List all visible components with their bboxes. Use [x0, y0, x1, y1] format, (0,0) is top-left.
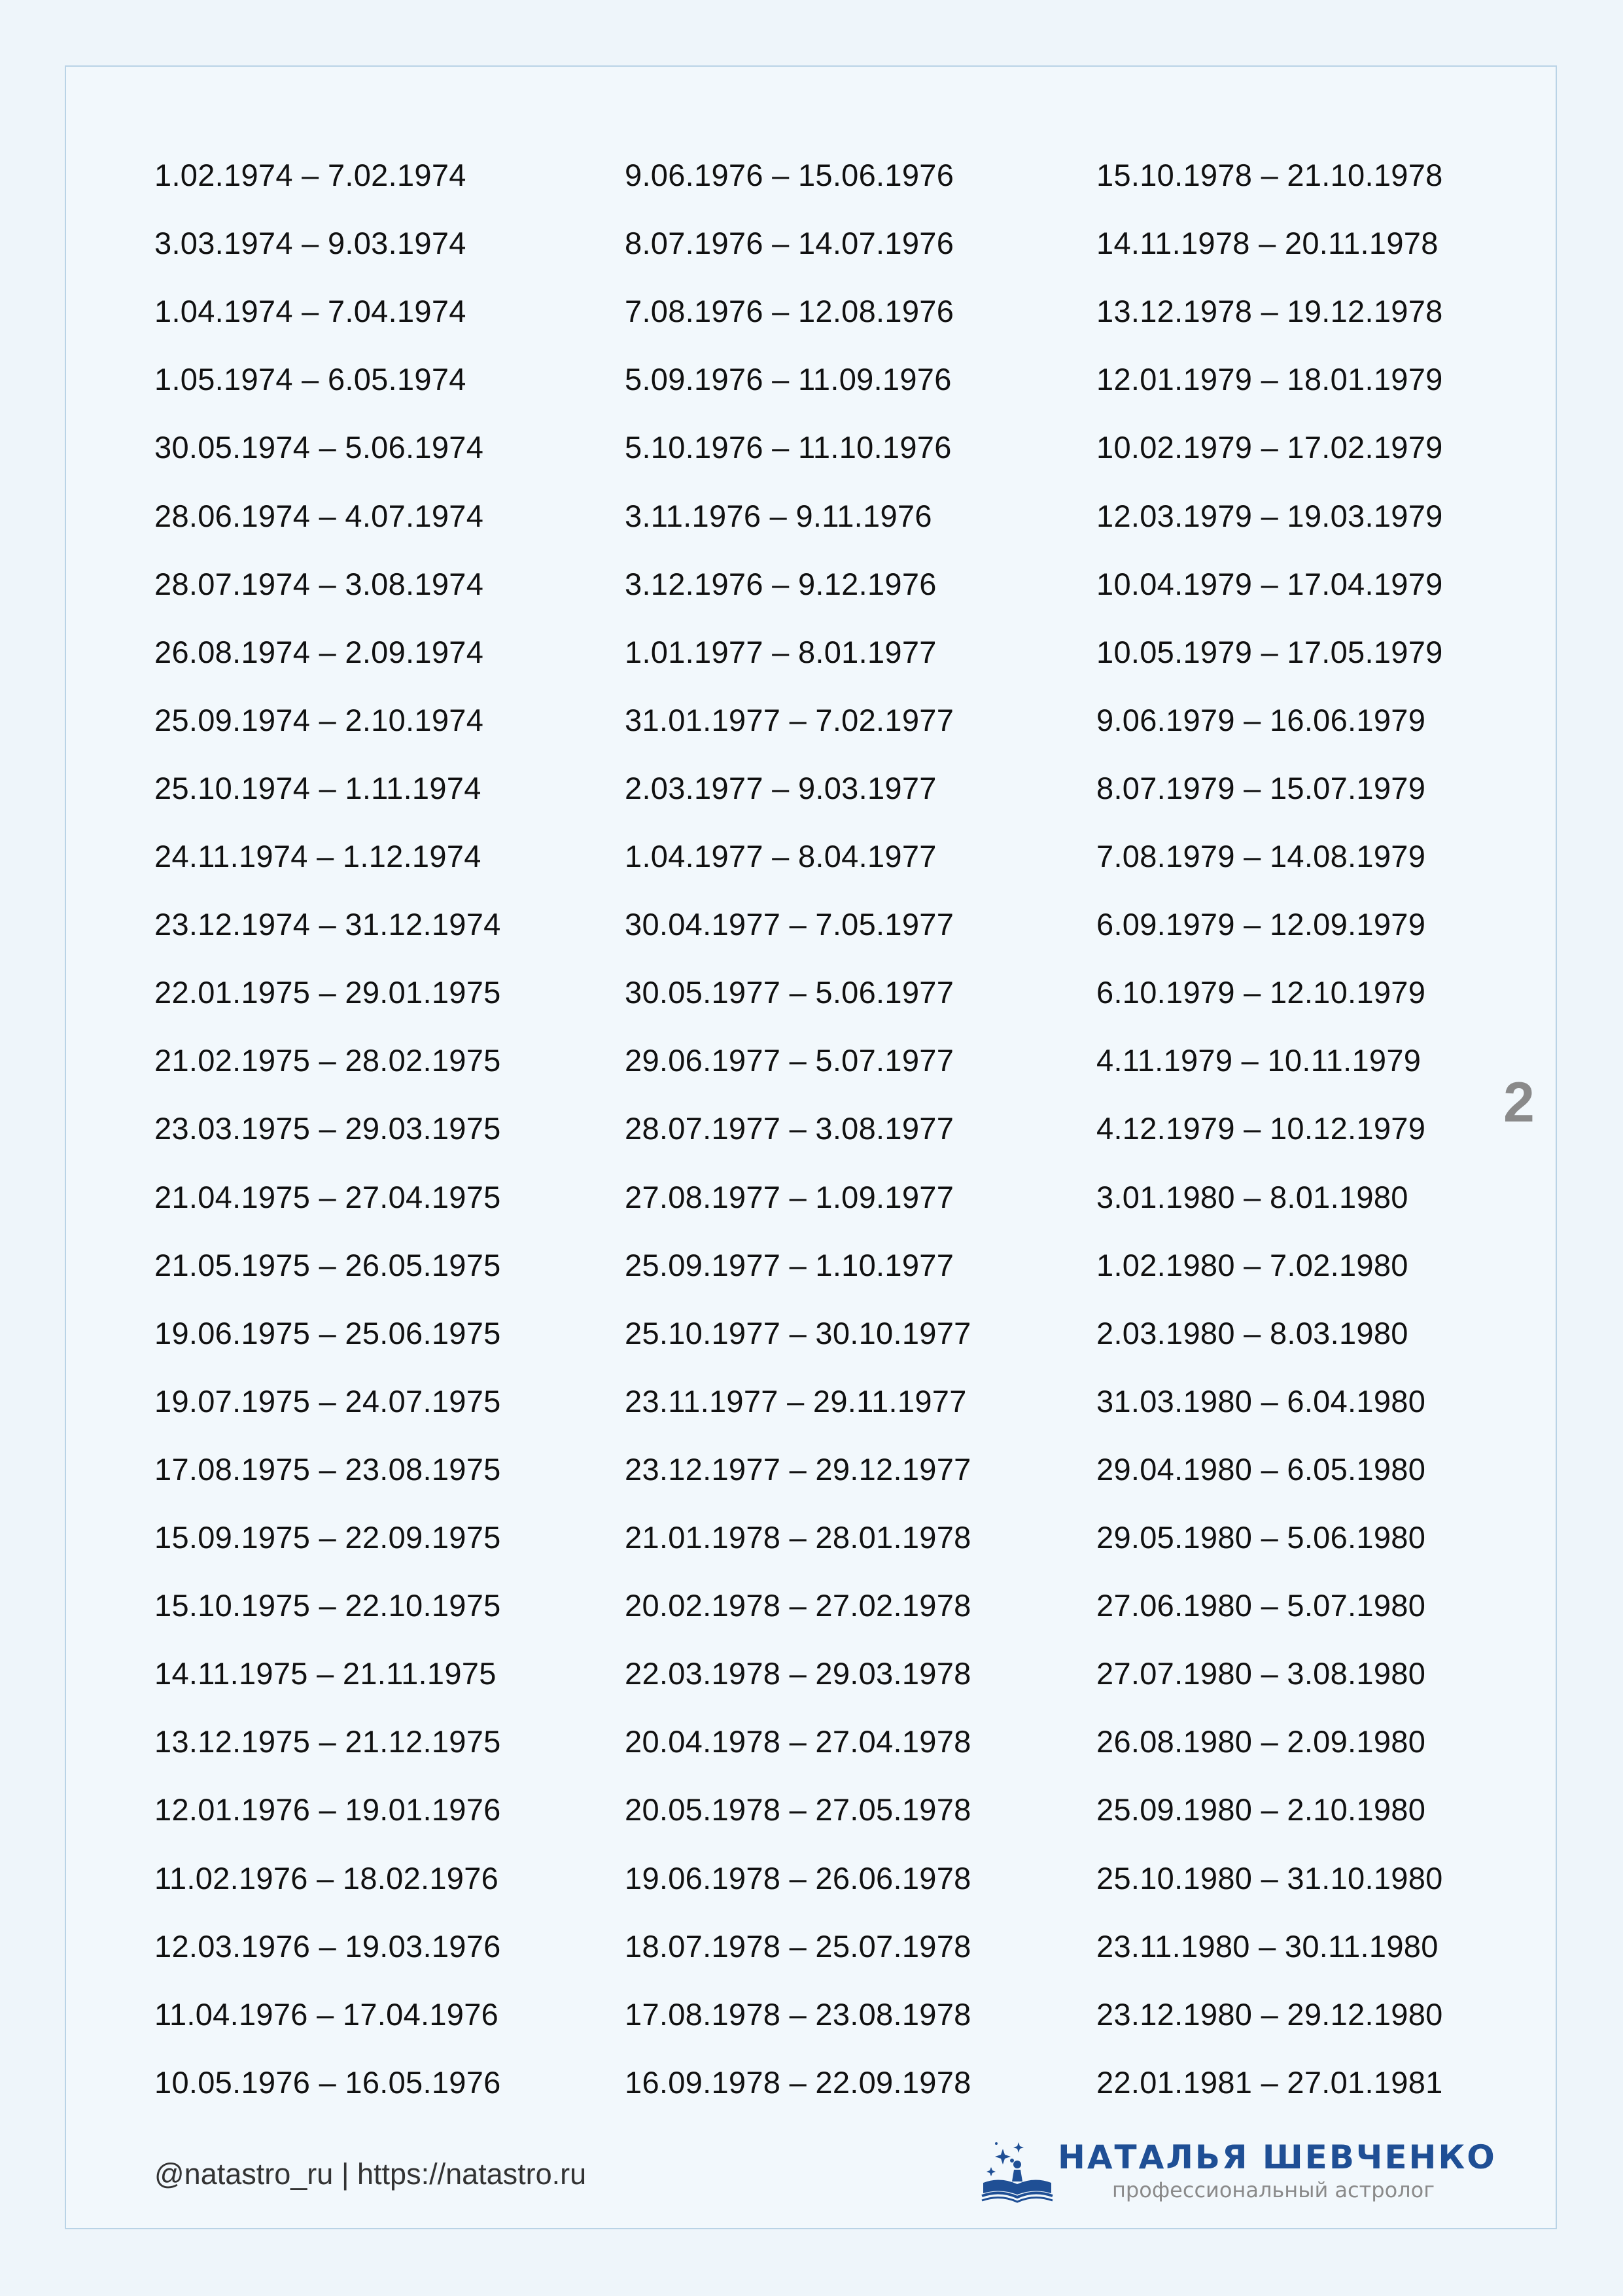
date-range-row: 3.12.1976 – 9.12.1976 [625, 566, 937, 601]
date-range-row: 10.04.1979 – 17.04.1979 [1096, 566, 1443, 601]
date-range-row: 10.05.1976 – 16.05.1976 [154, 2064, 501, 2100]
date-range-row: 20.02.1978 – 27.02.1978 [625, 1588, 971, 1623]
date-range-row: 20.05.1978 – 27.05.1978 [625, 1792, 971, 1828]
date-range-row: 21.02.1975 – 28.02.1975 [154, 1043, 501, 1078]
date-range-row: 21.04.1975 – 27.04.1975 [154, 1179, 501, 1214]
date-range-row: 26.08.1974 – 2.09.1974 [154, 634, 484, 669]
date-range-row: 9.06.1979 – 16.06.1979 [1096, 702, 1426, 737]
date-range-row: 23.11.1977 – 29.11.1977 [625, 1383, 967, 1419]
date-range-row: 23.12.1980 – 29.12.1980 [1096, 1996, 1443, 2032]
date-range-row: 22.01.1981 – 27.01.1981 [1096, 2064, 1443, 2100]
date-range-row: 25.09.1974 – 2.10.1974 [154, 702, 484, 737]
date-range-row: 23.12.1974 – 31.12.1974 [154, 907, 501, 942]
date-range-row: 11.02.1976 – 18.02.1976 [154, 1860, 499, 1896]
date-range-row: 1.05.1974 – 6.05.1974 [154, 362, 466, 397]
date-range-row: 4.11.1979 – 10.11.1979 [1096, 1043, 1422, 1078]
date-range-row: 1.04.1974 – 7.04.1974 [154, 294, 466, 329]
date-range-row: 10.02.1979 – 17.02.1979 [1096, 430, 1443, 465]
date-range-row: 31.01.1977 – 7.02.1977 [625, 702, 954, 737]
date-range-row: 21.01.1978 – 28.01.1978 [625, 1520, 971, 1555]
date-range-row: 13.12.1978 – 19.12.1978 [1096, 294, 1443, 329]
date-range-row: 30.05.1977 – 5.06.1977 [625, 975, 954, 1010]
date-range-row: 3.01.1980 – 8.01.1980 [1096, 1179, 1408, 1214]
date-range-row: 1.01.1977 – 8.01.1977 [625, 634, 937, 669]
date-range-row: 11.04.1976 – 17.04.1976 [154, 1996, 499, 2032]
date-range-row: 23.11.1980 – 30.11.1980 [1096, 1928, 1439, 1964]
date-range-row: 7.08.1979 – 14.08.1979 [1096, 839, 1426, 874]
date-range-row: 12.01.1979 – 18.01.1979 [1096, 362, 1443, 397]
date-range-row: 15.10.1978 – 21.10.1978 [1096, 158, 1443, 192]
date-range-row: 26.08.1980 – 2.09.1980 [1096, 1724, 1426, 1759]
date-range-row: 25.10.1980 – 31.10.1980 [1096, 1860, 1443, 1896]
date-range-row: 31.03.1980 – 6.04.1980 [1096, 1383, 1426, 1419]
date-range-row: 13.12.1975 – 21.12.1975 [154, 1724, 501, 1759]
date-range-row: 1.02.1974 – 7.02.1974 [154, 158, 466, 192]
date-range-row: 8.07.1979 – 15.07.1979 [1096, 770, 1426, 805]
date-range-row: 30.05.1974 – 5.06.1974 [154, 430, 484, 465]
date-range-row: 25.09.1977 – 1.10.1977 [625, 1247, 954, 1282]
open-book-icon [978, 2134, 1056, 2206]
date-range-row: 6.10.1979 – 12.10.1979 [1096, 975, 1426, 1010]
date-range-row: 5.09.1976 – 11.09.1976 [625, 362, 952, 397]
date-range-row: 29.04.1980 – 6.05.1980 [1096, 1451, 1426, 1487]
date-range-row: 1.04.1977 – 8.04.1977 [625, 839, 937, 874]
date-range-row: 3.11.1976 – 9.11.1976 [625, 498, 932, 533]
date-range-row: 19.06.1975 – 25.06.1975 [154, 1315, 501, 1351]
date-range-row: 19.06.1978 – 26.06.1978 [625, 1860, 971, 1896]
date-range-row: 17.08.1978 – 23.08.1978 [625, 1996, 971, 2032]
date-range-row: 2.03.1977 – 9.03.1977 [625, 770, 937, 805]
page-number: 2 [1503, 1071, 1535, 1134]
date-range-row: 28.07.1977 – 3.08.1977 [625, 1111, 954, 1146]
date-range-row: 21.05.1975 – 26.05.1975 [154, 1247, 501, 1282]
date-range-row: 15.09.1975 – 22.09.1975 [154, 1520, 501, 1555]
date-range-row: 19.07.1975 – 24.07.1975 [154, 1383, 501, 1419]
date-range-row: 27.07.1980 – 3.08.1980 [1096, 1656, 1426, 1691]
date-range-row: 15.10.1975 – 22.10.1975 [154, 1588, 501, 1623]
date-range-row: 20.04.1978 – 27.04.1978 [625, 1724, 971, 1759]
date-range-row: 28.06.1974 – 4.07.1974 [154, 498, 484, 533]
date-range-row: 24.11.1974 – 1.12.1974 [154, 839, 481, 874]
date-range-row: 25.10.1974 – 1.11.1974 [154, 770, 481, 805]
date-range-row: 10.05.1979 – 17.05.1979 [1096, 634, 1443, 669]
date-range-row: 27.08.1977 – 1.09.1977 [625, 1179, 954, 1214]
date-range-row: 5.10.1976 – 11.10.1976 [625, 430, 952, 465]
date-range-row: 6.09.1979 – 12.09.1979 [1096, 907, 1426, 942]
date-range-row: 12.03.1979 – 19.03.1979 [1096, 498, 1443, 533]
date-range-row: 8.07.1976 – 14.07.1976 [625, 226, 954, 261]
date-range-row: 18.07.1978 – 25.07.1978 [625, 1928, 971, 1964]
date-range-row: 7.08.1976 – 12.08.1976 [625, 294, 954, 329]
date-range-row: 23.12.1977 – 29.12.1977 [625, 1451, 971, 1487]
date-range-row: 9.06.1976 – 15.06.1976 [625, 158, 954, 192]
date-range-row: 2.03.1980 – 8.03.1980 [1096, 1315, 1408, 1351]
date-range-row: 27.06.1980 – 5.07.1980 [1096, 1588, 1426, 1623]
date-range-row: 28.07.1974 – 3.08.1974 [154, 566, 484, 601]
date-range-row: 14.11.1975 – 21.11.1975 [154, 1656, 497, 1691]
date-range-row: 29.05.1980 – 5.06.1980 [1096, 1520, 1426, 1555]
author-title: профессиональный астролог [1112, 2178, 1435, 2202]
author-name: НАТАЛЬЯ ШЕВЧЕНКО [1058, 2138, 1497, 2176]
date-range-row: 23.03.1975 – 29.03.1975 [154, 1111, 501, 1146]
date-range-row: 22.01.1975 – 29.01.1975 [154, 975, 501, 1010]
date-range-row: 12.03.1976 – 19.03.1976 [154, 1928, 501, 1964]
date-range-row: 29.06.1977 – 5.07.1977 [625, 1043, 954, 1078]
date-range-row: 3.03.1974 – 9.03.1974 [154, 226, 466, 261]
date-range-row: 16.09.1978 – 22.09.1978 [625, 2064, 971, 2100]
date-range-row: 17.08.1975 – 23.08.1975 [154, 1451, 501, 1487]
footer-contact-links[interactable]: @natastro_ru | https://natastro.ru [154, 2157, 587, 2191]
date-range-row: 4.12.1979 – 10.12.1979 [1096, 1111, 1426, 1146]
date-range-row: 12.01.1976 – 19.01.1976 [154, 1792, 501, 1828]
date-range-row: 25.09.1980 – 2.10.1980 [1096, 1792, 1426, 1828]
date-range-row: 30.04.1977 – 7.05.1977 [625, 907, 954, 942]
date-range-row: 25.10.1977 – 30.10.1977 [625, 1315, 971, 1351]
date-range-row: 1.02.1980 – 7.02.1980 [1096, 1247, 1408, 1282]
date-range-row: 14.11.1978 – 20.11.1978 [1096, 226, 1439, 261]
date-range-row: 22.03.1978 – 29.03.1978 [625, 1656, 971, 1691]
author-logo [978, 2134, 1497, 2206]
